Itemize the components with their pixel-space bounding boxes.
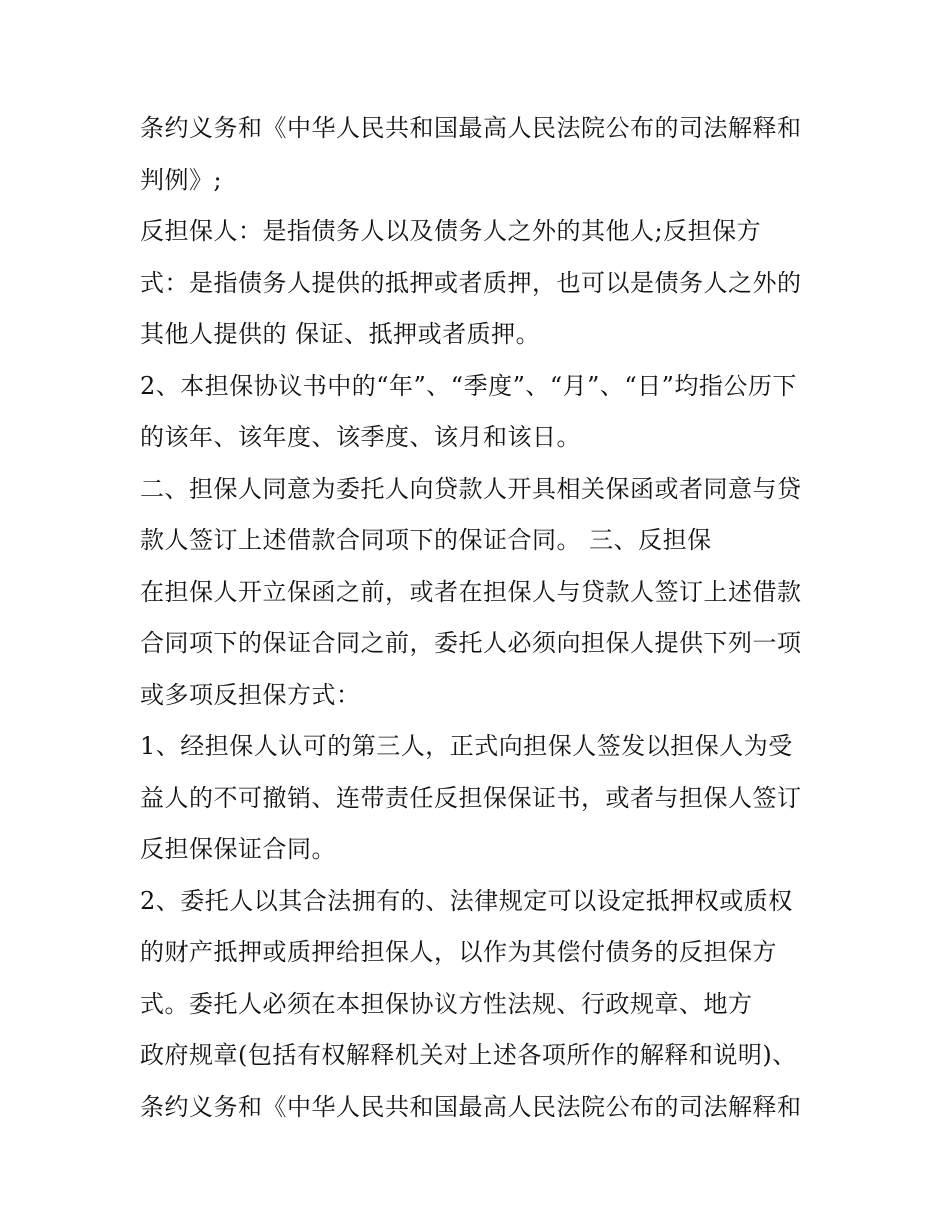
text-line: 2、本担保协议书中的“年”、“季度”、“月”、“日”均指公历下	[140, 371, 797, 400]
text-line: 式。委托人必须在本担保协议方性法规、行政规章、地方	[140, 989, 753, 1018]
text-line: 判例》;	[140, 165, 223, 194]
text-line: 2、委托人以其合法拥有的、法律规定可以设定抵押权或质权	[140, 886, 793, 915]
text-line: 益人的不可撤销、连带责任反担保保证书，或者与担保人签订	[140, 783, 802, 812]
text-line: 政府规章(包括有权解释机关对上述各项所作的解释和说明)、	[140, 1041, 797, 1069]
text-line: 合同项下的保证合同之前，委托人必须向担保人提供下列一项	[140, 629, 802, 657]
text-line: 或多项反担保方式：	[140, 680, 361, 709]
text-line: 其他人提供的 保证、抵押或者质押。	[140, 320, 541, 348]
text-line: 二、担保人同意为委托人向贷款人开具相关保函或者同意与贷	[140, 474, 802, 503]
text-line: 款人签订上述借款合同项下的保证合同。 三、反担保	[140, 526, 712, 554]
text-line: 式：是指债务人提供的抵押或者质押，也可以是债务人之外的	[140, 268, 802, 297]
document-body	[140, 103, 830, 1133]
text-line: 的该年、该年度、该季度、该月和该日。	[140, 423, 581, 451]
text-line: 的财产抵押或质押给担保人，以作为其偿付债务的反担保方	[140, 938, 777, 966]
text-line: 条约义务和《中华人民共和国最高人民法院公布的司法解释和	[140, 114, 802, 142]
text-line: 在担保人开立保函之前，或者在担保人与贷款人签订上述借款	[140, 577, 802, 606]
text-line: 1、经担保人认可的第三人，正式向担保人签发以担保人为受	[140, 732, 793, 760]
text-line: 反担保保证合同。	[140, 835, 336, 863]
text-line: 条约义务和《中华人民共和国最高人民法院公布的司法解释和	[140, 1092, 802, 1121]
text-line: 反担保人：是指债务人以及债务人之外的其他人;反担保方	[140, 217, 762, 245]
